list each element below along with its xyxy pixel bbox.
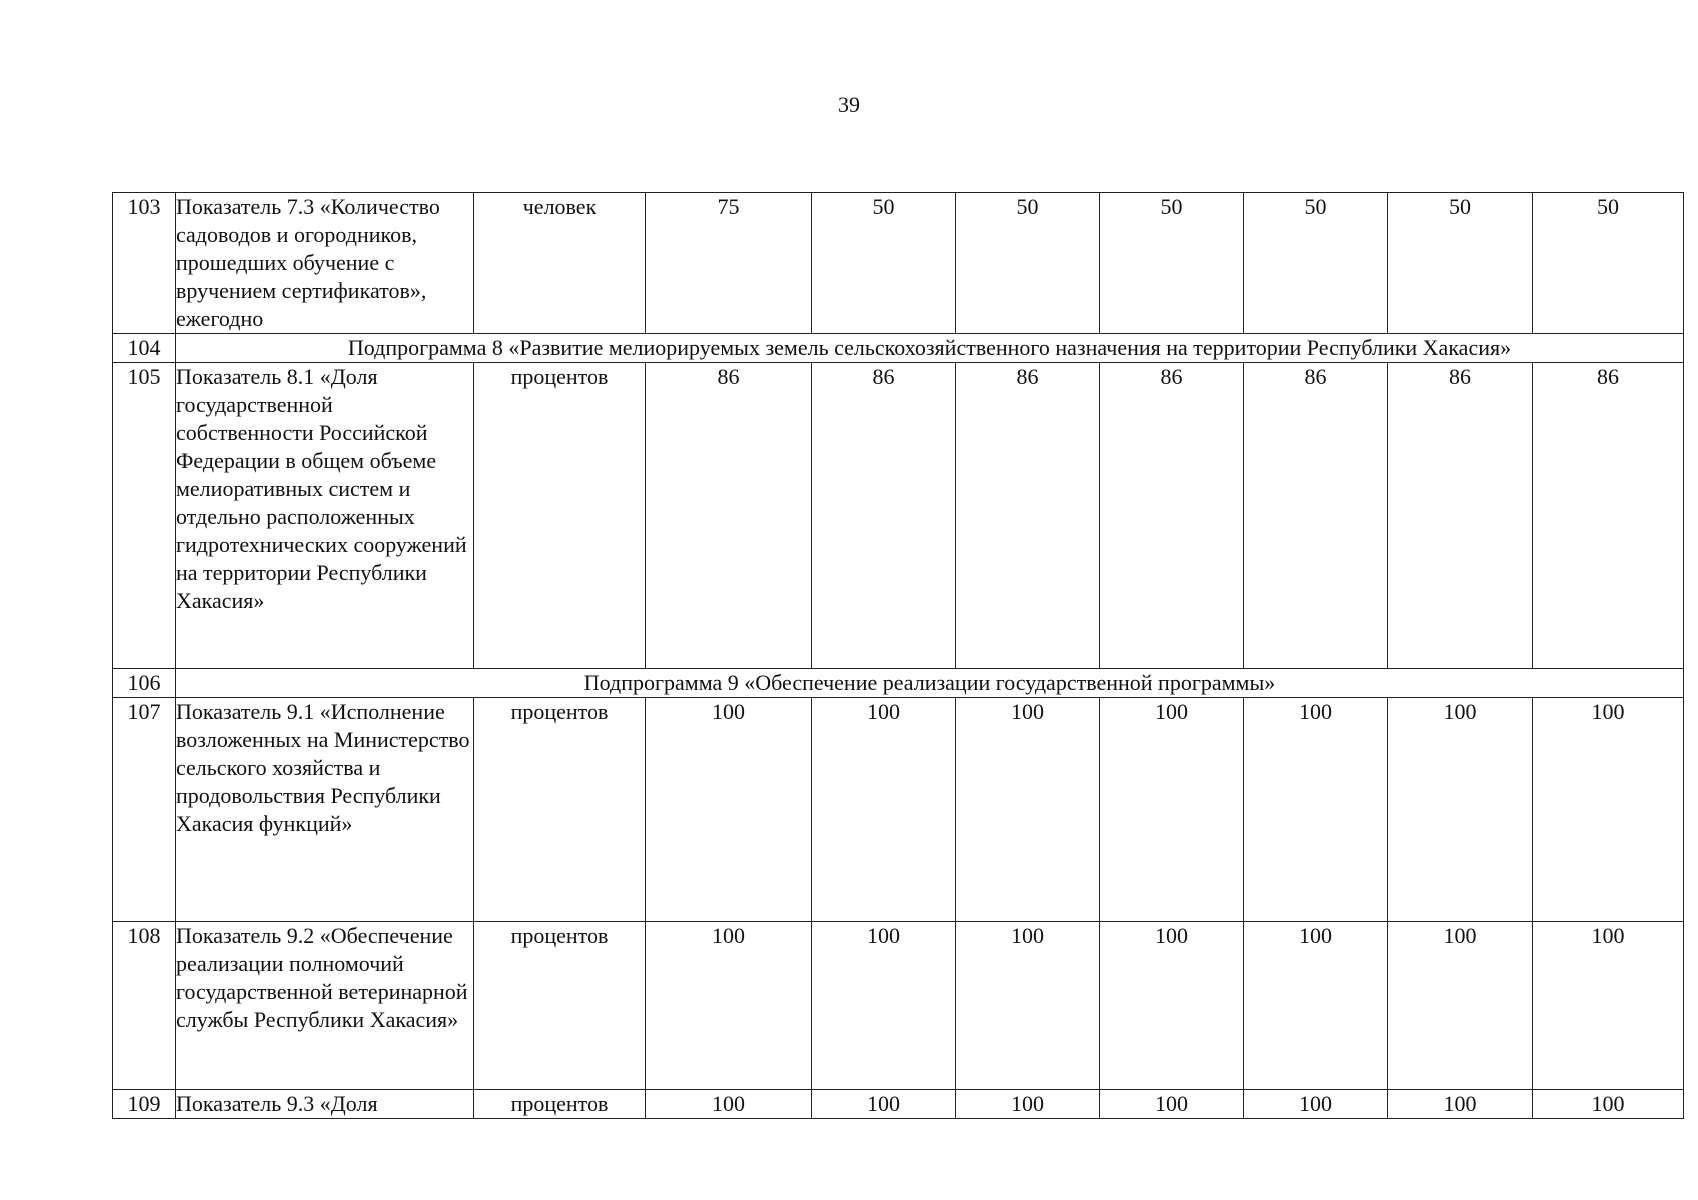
value-cell: 100 — [956, 922, 1100, 1090]
value-cell: 100 — [812, 922, 956, 1090]
row-number: 105 — [113, 363, 176, 669]
indicator-name: Показатель 7.3 «Количество садоводов и огородников, прошедших обучение с вручением сертификатов», ежегодно — [176, 193, 474, 334]
unit-cell: процентов — [474, 922, 646, 1090]
value-cell: 86 — [1533, 363, 1684, 669]
table-row — [113, 193, 1684, 334]
subprogram-heading: Подпрограмма 9 «Обеспечение реализации государственной программы» — [176, 669, 1684, 698]
value-cell: 100 — [956, 1090, 1100, 1119]
value-cell: 86 — [1244, 363, 1388, 669]
table-row — [113, 922, 1684, 1090]
value-cell: 100 — [1533, 1090, 1684, 1119]
indicator-name: Показатель 8.1 «Доля государственной собственности Российской Федерации в общем объеме мелиоративных систем и отдельно расположенных гидротехнических сооружений на территории Республики Хакасия» — [176, 363, 474, 669]
value-cell: 100 — [1100, 922, 1244, 1090]
unit-cell: процентов — [474, 363, 646, 669]
value-cell: 100 — [812, 698, 956, 922]
value-cell: 50 — [1100, 193, 1244, 334]
value-cell: 100 — [1533, 698, 1684, 922]
value-cell: 100 — [646, 922, 812, 1090]
value-cell: 100 — [646, 698, 812, 922]
value-cell: 86 — [1100, 363, 1244, 669]
value-cell: 50 — [1244, 193, 1388, 334]
row-number: 107 — [113, 698, 176, 922]
row-number: 108 — [113, 922, 176, 1090]
value-cell: 50 — [812, 193, 956, 334]
value-cell: 100 — [1100, 698, 1244, 922]
value-cell: 100 — [1388, 698, 1533, 922]
value-cell: 100 — [1388, 922, 1533, 1090]
value-cell: 86 — [956, 363, 1100, 669]
value-cell: 75 — [646, 193, 812, 334]
row-number: 103 — [113, 193, 176, 334]
table-row — [113, 334, 1684, 363]
row-number: 104 — [113, 334, 176, 363]
unit-cell: процентов — [474, 698, 646, 922]
value-cell: 100 — [1100, 1090, 1244, 1119]
value-cell: 100 — [1244, 922, 1388, 1090]
indicator-name: Показатель 9.1 «Исполнение возложенных на Министерство сельского хозяйства и продовольствия Республики Хакасия функций» — [176, 698, 474, 922]
indicator-name: Показатель 9.3 «Доля — [176, 1090, 474, 1119]
value-cell: 50 — [1388, 193, 1533, 334]
table-row — [113, 1090, 1684, 1119]
table-row — [113, 363, 1684, 669]
row-number: 109 — [113, 1090, 176, 1119]
value-cell: 100 — [1244, 698, 1388, 922]
value-cell: 100 — [1388, 1090, 1533, 1119]
value-cell: 50 — [956, 193, 1100, 334]
value-cell: 100 — [1533, 922, 1684, 1090]
value-cell: 100 — [1244, 1090, 1388, 1119]
value-cell: 86 — [1388, 363, 1533, 669]
unit-cell: процентов — [474, 1090, 646, 1119]
table-row — [113, 698, 1684, 922]
page-number: 39 — [838, 92, 860, 117]
value-cell: 100 — [812, 1090, 956, 1119]
unit-cell: человек — [474, 193, 646, 334]
value-cell: 50 — [1533, 193, 1684, 334]
table-row — [113, 669, 1684, 698]
subprogram-heading: Подпрограмма 8 «Развитие мелиорируемых земель сельскохозяйственного назначения на территории Республики Хакасия» — [176, 334, 1684, 363]
indicator-name: Показатель 9.2 «Обеспечение реализации полномочий государственной ветеринарной службы Республики Хакасия» — [176, 922, 474, 1090]
indicators-table — [112, 192, 1684, 1119]
value-cell: 86 — [646, 363, 812, 669]
value-cell: 100 — [956, 698, 1100, 922]
value-cell: 100 — [646, 1090, 812, 1119]
row-number: 106 — [113, 669, 176, 698]
value-cell: 86 — [812, 363, 956, 669]
